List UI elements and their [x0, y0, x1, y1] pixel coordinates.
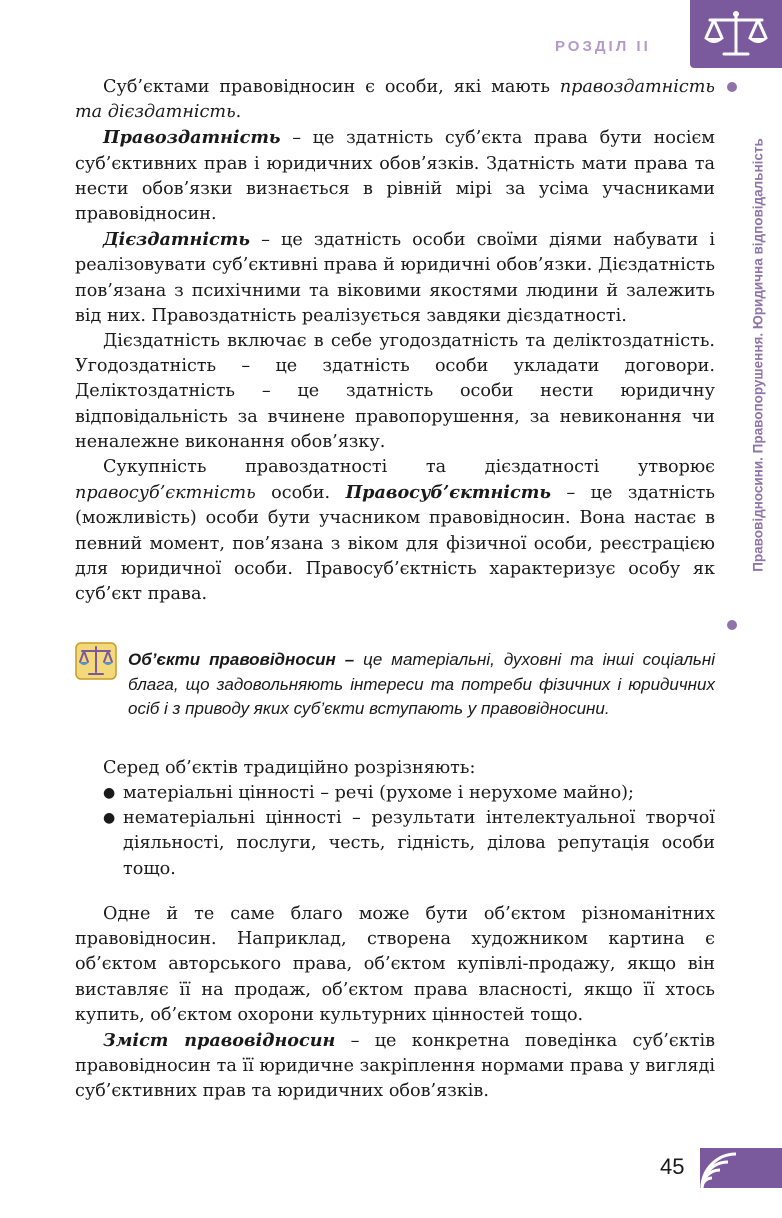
section-label: РОЗДІЛ II	[555, 38, 651, 55]
p7-text: – це конкретна поведінка суб’єктів правовідносин та її юридичне закріплення нормами права у вигляді суб’єктивних прав та юридичних обов’язків.	[75, 1031, 715, 1102]
paragraph-1	[75, 75, 715, 125]
paragraph-3	[75, 227, 715, 329]
signal-arcs-icon	[700, 1148, 782, 1188]
term-pravosubiektnist: Правосуб’єктність	[345, 482, 551, 504]
p1-end: .	[235, 102, 242, 123]
chapter-corner-tab	[690, 0, 782, 68]
side-title	[746, 80, 770, 630]
p3-text: – це здатність особи своїми діями набувати і реалізовувати суб’єктивні права й юридичні обов’язки. Дієздатність пов’язана з психічними та віковими якостями людини й залежить від них. Правоздатність реалізується завдяки дієздатності.	[75, 230, 715, 326]
list-intro: Серед об’єктів традиційно розрізняють:	[103, 758, 476, 778]
objects-list	[103, 781, 715, 882]
page-number: 45	[660, 1154, 685, 1179]
definition-term: Об’єкти правовідносин –	[128, 650, 355, 669]
term-zmist: Зміст правовідносин	[103, 1030, 336, 1052]
p5-text-a: Сукупність правоздатності та дієздатності утворює	[103, 457, 715, 478]
p5-text-rest: – це здатність (можливість) особи бути учасником правовідносин. Вона настає в певний момент, пов’язана з віком для фізичної особи, реєстрацією для юридичної особи. Правосуб’єктність характеризує особу як суб’єкт права.	[75, 483, 715, 605]
paragraph-2	[75, 125, 715, 227]
p5-text-c: особи.	[255, 483, 346, 504]
p1-italic: правоздатність та дієздатність	[75, 77, 715, 123]
paragraph-7	[75, 1028, 715, 1105]
paragraph-6: Одне й те саме благо може бути об’єктом різноманітних правовідносин. Наприклад, створена художником картина є об’єктом авторського права, об’єктом купівлі-продажу, якщо він виставляє її на продаж, об’єктом права власності, якщо її хтось купить, об’єктом охорони культурних цінностей тощо.	[75, 904, 715, 1025]
definition-text: це матеріальні, духовні та інші соціальні блага, що задовольняють інтереси та потреби фізичних і юридичних осіб і з приводу яких суб’єкти вступають у правовідносини.	[128, 650, 715, 718]
scales-icon	[700, 8, 772, 60]
bottom-text	[75, 902, 715, 1105]
side-title-text: Правовідносини. Правопорушення. Юридична відповідальність	[750, 138, 766, 572]
p1-text: Суб’єктами правовідносин є особи, які мають	[103, 77, 560, 97]
side-dot-bottom	[727, 620, 737, 630]
list-item: ● нематеріальні цінності – результати інтелектуальної творчої діяльності, послуги, честь, гідність, ділова репутація особи тощо.	[103, 806, 715, 882]
side-dot-top	[727, 82, 737, 92]
paragraph-4: Дієздатність включає в себе угодоздатність та деліктоздатність. Угодоздатність – це здатність особи укладати договори. Деліктоздатність – це здатність особи нести юридичну відповідальність за вчинене правопорушення, за невиконання чи неналежне виконання обов’язку.	[75, 331, 715, 452]
p2-text: – це здатність суб’єкта права бути носієм суб’єктивних прав і юридичних обов’язків. Здатність мати права та нести обов’язки визнається в рівній мірі за усіма учасниками правовідносин.	[75, 128, 715, 225]
list-item: ● матеріальні цінності – речі (рухоме і нерухоме майно);	[103, 781, 715, 806]
term-pravozdatnist: Правоздатність	[103, 127, 281, 149]
term-diezdatnist: Дієздатність	[103, 229, 250, 251]
p5-italic: правосуб’єктність	[75, 483, 256, 504]
definition-scales-icon	[73, 640, 119, 682]
paragraph-5	[75, 455, 715, 607]
main-text	[75, 75, 715, 607]
page-corner-tab	[700, 1148, 782, 1188]
definition-block	[128, 648, 715, 722]
